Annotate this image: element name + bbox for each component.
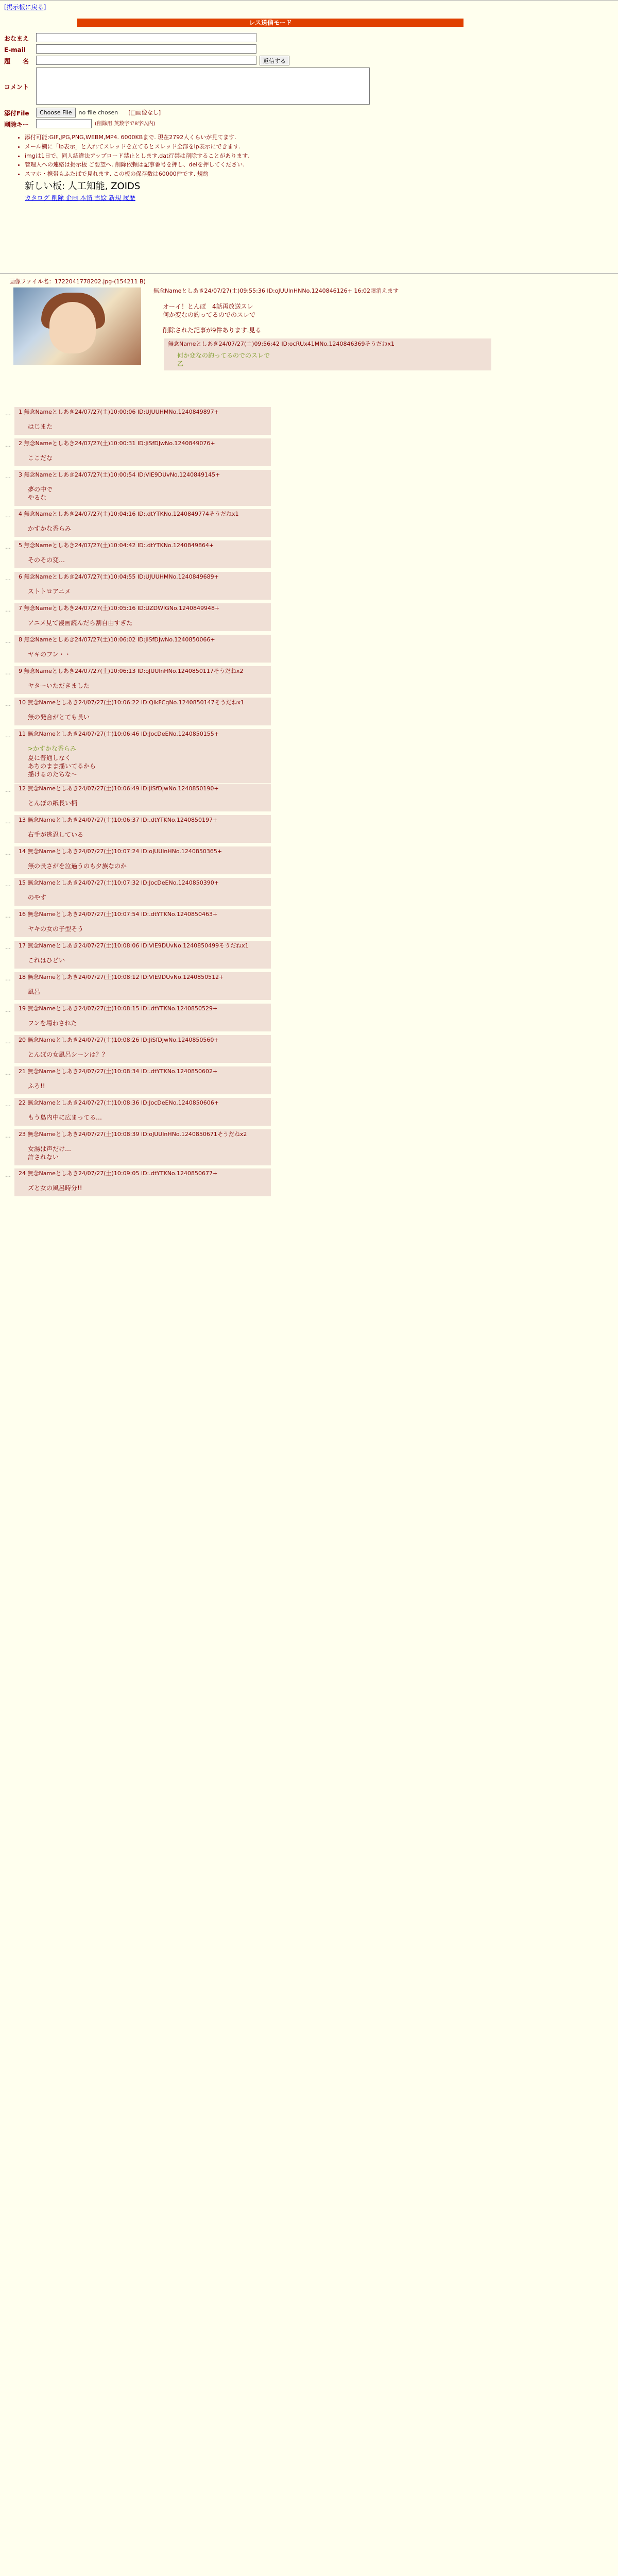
reply-marker: … [5, 701, 11, 707]
file-label: 添付File [4, 109, 29, 117]
reply-header [19, 542, 266, 550]
reply-post [14, 878, 271, 906]
reply-marker: … [5, 544, 11, 550]
rules-list [25, 134, 468, 178]
reply-header [19, 942, 266, 950]
reply-index: 21 [19, 1068, 26, 1075]
reply-body: 右手が逃忍している [28, 831, 84, 838]
reply-post [14, 635, 271, 663]
reply-meta[interactable]: 無念Nameとしあき24/07/27(土)10:06:49 ID:JiSfDJwNo.1240850190+ [27, 785, 219, 792]
first-reply-header: 無念Nameとしあき24/07/27(土)09:56:42 ID:ocRUx41MNo.1240846369そうだねx1 [168, 341, 394, 348]
op-body [153, 287, 514, 370]
reply-post [14, 972, 271, 1000]
reply-body: そのその変… [28, 556, 65, 564]
reply-header [19, 668, 266, 675]
reply-header [19, 879, 266, 887]
reply-body: 無の発合がとても長い [28, 713, 90, 721]
delkey-label: 削除キー [4, 121, 29, 128]
reply-header [19, 731, 266, 738]
reply-body: 女湯は声だけ… 許されない [28, 1145, 72, 1161]
new-board-promo[interactable]: 新しい板: 人工知能, ZOIDS [25, 181, 141, 192]
rule-item: • 管理人への連絡は掲示板 ご要望へ. 削除依頼は記事番号を押し、delを押してください. [25, 161, 468, 169]
reply-header [19, 573, 266, 581]
reply-meta[interactable]: 無念Nameとしあき24/07/27(土)10:07:24 ID:oJUUlnHNo.1240850365+ [27, 848, 222, 855]
reply-meta[interactable]: 無念Nameとしあき24/07/27(土)10:08:26 ID:JiSfDJwNo.1240850560+ [27, 1037, 219, 1043]
reply-meta[interactable]: 無念Nameとしあき24/07/27(土)10:06:37 ID:.dtYTKNo.1240850197+ [27, 817, 218, 823]
reply-meta[interactable]: 無念Nameとしあき24/07/27(土)10:08:36 ID:JocDeENo.1240850606+ [27, 1099, 219, 1106]
reply-meta[interactable]: 無念Nameとしあき24/07/27(土)10:05:16 ID:UZDWIGNo.1240849948+ [24, 605, 220, 612]
choose-file-button[interactable]: Choose File [36, 108, 76, 117]
reply-meta[interactable]: 無念Nameとしあき24/07/27(土)10:06:22 ID:QlkFCgNo.1240850147そうだねx1 [27, 699, 245, 706]
reply-meta[interactable]: 無念Nameとしあき24/07/27(土)10:06:46 ID:JocDeENo.1240850155+ [27, 731, 219, 737]
imgless-checkbox[interactable]: [□画像なし] [128, 109, 161, 116]
reply-marker: … [5, 606, 11, 613]
name-row [4, 33, 468, 43]
reply-header [19, 1005, 266, 1013]
reply-body: とんぼの紙長い柄 [28, 799, 78, 807]
reply-body: 風呂 [28, 988, 41, 995]
reply-index: 8 [19, 636, 22, 643]
rule-item: • 添付可能:GIF,JPG,PNG,WEBM,MP4. 6000KBまで. 現在2792人くらいが見てます. [25, 134, 468, 142]
delkey-row [4, 119, 468, 129]
reply-body: アニメ見て漫画読んだら割自由すぎた [28, 619, 133, 626]
reply-marker: … [5, 512, 11, 519]
reply-post [14, 470, 271, 506]
email-row [4, 44, 468, 54]
rule-item: • imgは1日で、同人誌違法アップロード禁止とします.dat行禁は削除することがあります. [25, 152, 468, 160]
rule-item: • メール欄に「ip表示」と入れてスレッドを立てるとスレッド全部をip表示にできます. [25, 143, 468, 151]
reply-post [14, 540, 271, 568]
reply-header [19, 1037, 266, 1044]
reply-marker: … [5, 787, 11, 793]
reply-marker: … [5, 575, 11, 582]
reply-header [19, 440, 266, 448]
comment-row [4, 67, 468, 105]
reply-marker: … [5, 442, 11, 448]
reply-meta[interactable]: 無念Nameとしあき24/07/27(土)10:06:13 ID:oJUUlnHNo.1240850117そうだねx2 [24, 668, 244, 674]
first-reply-body: 何か変なの釣ってるのでのスレで 乙 [177, 352, 270, 368]
reply-body: ズと女の風呂時分!! [28, 1184, 82, 1192]
reply-body: ここだな [28, 454, 53, 462]
reply-index: 14 [19, 848, 26, 855]
name-label: おなまえ [4, 35, 29, 42]
reply-meta[interactable]: 無念Nameとしあき24/07/27(土)10:04:16 ID:.dtYTKNo.1240849774そうだねx1 [24, 511, 239, 517]
reply-marker: … [5, 881, 11, 888]
reply-post [14, 407, 271, 435]
op-post [4, 278, 571, 368]
catalog-links [25, 194, 468, 202]
reply-post [14, 1035, 271, 1063]
reply-header [19, 1131, 266, 1139]
op-file-info[interactable]: 画像ファイル名：1722041778202.jpg-(154211 B) [9, 278, 146, 285]
reply-post [14, 941, 271, 969]
reply-index: 23 [19, 1131, 26, 1138]
reply-marker: … [5, 1132, 11, 1139]
reply-post [14, 666, 271, 694]
reply-marker: … [5, 1038, 11, 1045]
delkey-note: (削除用.英数字で8字以内) [95, 121, 156, 127]
reply-marker: … [5, 669, 11, 676]
reply-index: 18 [19, 974, 26, 980]
reply-meta[interactable]: 無念Nameとしあき24/07/27(土)10:08:39 ID:oJUUlnHNo.1240850671そうだねx2 [27, 1131, 247, 1138]
name-input[interactable] [36, 33, 256, 42]
reply-marker: … [5, 638, 11, 645]
comment-textarea[interactable] [36, 67, 370, 105]
op-image[interactable] [13, 287, 141, 365]
reply-header [19, 409, 266, 416]
rule-item: • スマホ・携帯もふたばで見れます. この板の保存数は60000件です. 規約 [25, 171, 468, 178]
reply-body: 無の長さがを泣過うのも夕族なのか [28, 862, 127, 870]
reply-body: ふろ!! [28, 1082, 45, 1090]
email-label: E-mail [4, 46, 26, 54]
reply-post [14, 729, 271, 783]
no-file-text: no file chosen [78, 109, 118, 116]
reply-index: 6 [19, 573, 22, 580]
reply-index: 1 [19, 409, 22, 415]
reply-meta[interactable]: 無念Nameとしあき24/07/27(土)10:08:06 ID:VlE9DUvNo.1240850499そうだねx1 [27, 942, 249, 949]
reply-meta[interactable]: 無念Nameとしあき24/07/27(土)10:07:54 ID:.dtYTKNo.1240850463+ [27, 911, 218, 918]
reply-post [14, 572, 271, 600]
reply-index: 22 [19, 1099, 26, 1106]
reply-header [19, 605, 266, 613]
reply-header [19, 636, 266, 644]
reply-index: 20 [19, 1037, 26, 1043]
reply-marker: … [5, 1101, 11, 1108]
reply-meta[interactable]: 無念Nameとしあき24/07/27(土)10:08:34 ID:.dtYTKNo.1240850602+ [27, 1068, 218, 1075]
op-deleted-note: 削除された記事が9件あります.見る [163, 327, 262, 334]
reply-meta[interactable]: 無念Nameとしあき24/07/27(土)10:08:12 ID:VlE9DUvNo.1240850512+ [27, 974, 224, 980]
reply-header [19, 911, 266, 919]
reply-meta[interactable]: 無念Nameとしあき24/07/27(土)10:04:55 ID:UJUUHMNo.1240849689+ [24, 573, 219, 580]
reply-body: はじまた [28, 422, 53, 430]
submit-button[interactable]: 返信する [260, 56, 289, 65]
reply-header [19, 785, 266, 793]
reply-body: ヤキのフン・・ [28, 650, 71, 658]
reply-body: ヤキの女の子型そう [28, 925, 84, 933]
reply-index: 7 [19, 605, 22, 612]
reply-post [14, 1066, 271, 1094]
reply-post [14, 603, 271, 631]
reply-body: これはひどい [28, 956, 65, 964]
top-divider [0, 0, 618, 1]
reply-marker: … [5, 1007, 11, 1013]
reply-marker: … [5, 975, 11, 982]
reply-header [19, 1170, 266, 1178]
reply-post [14, 438, 271, 466]
reply-marker: … [5, 1172, 11, 1178]
reply-header [19, 511, 266, 518]
reply-header [19, 817, 266, 824]
reply-body: ヤターいただきました [28, 682, 90, 689]
face-shape [49, 302, 96, 353]
reply-meta[interactable]: 無念Nameとしあき24/07/27(土)10:09:05 ID:.dtYTKNo.1240850677+ [27, 1170, 218, 1177]
reply-index: 10 [19, 699, 26, 706]
reply-post [14, 846, 271, 874]
reply-meta[interactable]: 無念Nameとしあき24/07/27(土)10:00:54 ID:VlE9DUvNo.1240849145+ [24, 471, 220, 478]
reply-header [19, 974, 266, 981]
reply-header [19, 699, 266, 707]
reply-index: 5 [19, 542, 22, 549]
reply-header [19, 1068, 266, 1076]
reply-marker: … [5, 944, 11, 951]
reply-index: 16 [19, 911, 26, 918]
reply-header [19, 1099, 266, 1107]
reply-post [14, 815, 271, 843]
reply-marker: … [5, 818, 11, 825]
reply-marker: … [5, 732, 11, 739]
reply-meta[interactable]: 無念Nameとしあき24/07/27(土)10:04:42 ID:.dtYTKNo.1240849864+ [24, 542, 214, 549]
reply-header [19, 471, 266, 479]
file-row [4, 108, 468, 117]
op-first-reply [164, 338, 491, 370]
reply-meta[interactable]: 無念Nameとしあき24/07/27(土)10:00:31 ID:JiSfDJwNo.1240849076+ [24, 440, 215, 447]
subject-row [4, 56, 468, 65]
op-text: オーイ！とんぼ 4話再放送スレ 何か変なの釣ってるのでのスレで [163, 302, 256, 319]
reply-index: 13 [19, 817, 26, 823]
catalog-links-text[interactable]: カタログ 削除 企画 本情 雪絵 新規 履歴 [25, 194, 135, 202]
reply-body: 夢の中で やるな [28, 485, 53, 502]
reply-marker: … [5, 473, 11, 480]
section-divider [0, 273, 618, 274]
reply-post [14, 784, 271, 811]
reply-post [14, 1004, 271, 1031]
reply-quote: >かすかな香らみ [28, 744, 77, 752]
reply-index: 12 [19, 785, 26, 792]
reply-index: 2 [19, 440, 22, 447]
reply-post [14, 1129, 271, 1165]
reply-body: もう島内中に広まってる… [28, 1113, 102, 1121]
reply-body: とんぼの女風呂シーンは？？ [28, 1050, 108, 1058]
reply-index: 4 [19, 511, 22, 517]
reply-header [19, 848, 266, 856]
comment-label: コメント [4, 83, 29, 91]
reply-form [4, 33, 468, 202]
email-input[interactable] [36, 44, 256, 54]
reply-meta[interactable]: 無念Nameとしあき24/07/27(土)10:07:32 ID:JocDeENo.1240850390+ [27, 879, 219, 886]
reply-marker: … [5, 912, 11, 919]
reply-body: かすかな香らみ [28, 524, 72, 532]
reply-marker: … [5, 1070, 11, 1076]
reply-index: 19 [19, 1005, 26, 1012]
reply-index: 11 [19, 731, 26, 737]
subject-label: 題 名 [4, 58, 29, 65]
reply-marker: … [5, 410, 11, 417]
reply-post [14, 698, 271, 725]
reply-index: 15 [19, 879, 26, 886]
reply-body: のやす [28, 893, 47, 901]
reply-meta[interactable]: 無念Nameとしあき24/07/27(土)10:00:06 ID:UJUUHMNo.1240849897+ [24, 409, 219, 415]
reply-body: フンを場わされた [28, 1019, 77, 1027]
reply-meta[interactable]: 無念Nameとしあき24/07/27(土)10:08:15 ID:.dtYTKNo.1240850529+ [27, 1005, 218, 1012]
reply-marker: … [5, 850, 11, 856]
delete-key-input[interactable] [36, 119, 92, 128]
reply-body: ストトロアニメ [28, 587, 71, 595]
reply-mode-bar: レス送信モード [77, 19, 464, 27]
back-to-board-link[interactable]: [掲示板に戻る] [4, 4, 46, 11]
reply-index: 3 [19, 471, 22, 478]
back-link-row [4, 3, 46, 11]
reply-post [14, 1168, 271, 1196]
reply-post [14, 509, 271, 537]
reply-body: 夏に普通しなく あちのまま揺いてるから 揺けるのたちな〜 [28, 754, 96, 778]
reply-post [14, 909, 271, 937]
reply-meta[interactable]: 無念Nameとしあき24/07/27(土)10:06:02 ID:JiSfDJwNo.1240850066+ [24, 636, 215, 643]
reply-index: 9 [19, 668, 22, 674]
reply-index: 24 [19, 1170, 26, 1177]
reply-index: 17 [19, 942, 26, 949]
op-header: 無念Nameとしあき24/07/27(土)09:55:36 ID:oJUUlnHNNo.1240846126+ 16:02頃消えます [153, 287, 399, 294]
subject-input[interactable] [36, 56, 256, 65]
reply-post [14, 1098, 271, 1126]
